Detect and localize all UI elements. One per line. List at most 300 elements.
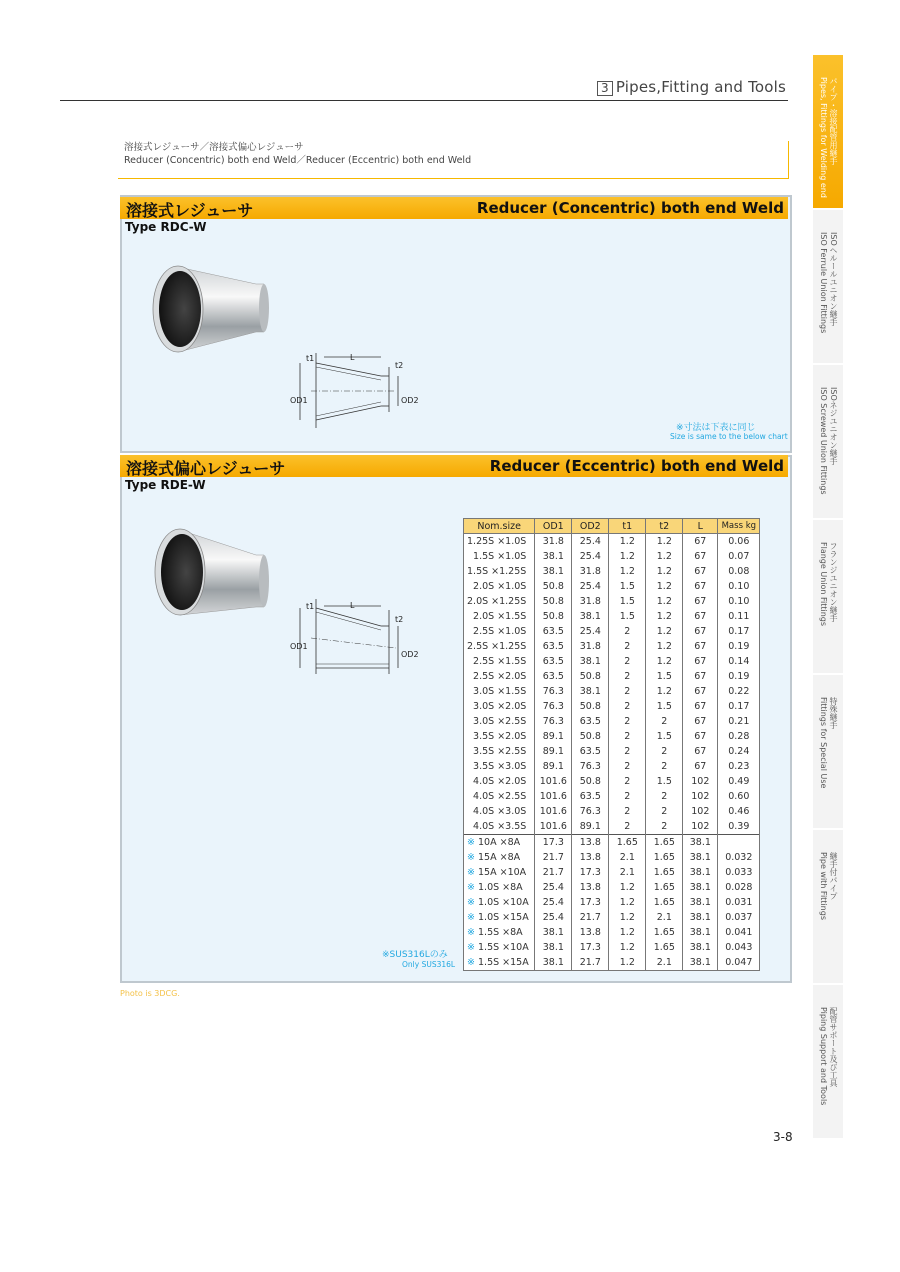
- section-header: [597, 78, 786, 96]
- table-cell: 0.14: [718, 654, 760, 669]
- table-cell: 1.2: [609, 955, 646, 971]
- sus-only-mark: ※: [467, 867, 475, 878]
- table-cell: 38.1: [535, 564, 572, 579]
- table-cell: 1.5: [646, 729, 683, 744]
- table-cell: 67: [683, 639, 718, 654]
- table-cell: 76.3: [535, 714, 572, 729]
- table-cell: 31.8: [535, 534, 572, 550]
- table-cell: 17.3: [572, 865, 609, 880]
- table-cell: 101.6: [535, 804, 572, 819]
- concentric-title-bar: [120, 197, 788, 219]
- table-cell: 3.5S ×3.0S: [464, 759, 535, 774]
- table-cell: 38.1: [683, 880, 718, 895]
- table-row-sus: [464, 835, 760, 851]
- concentric-label-OD2: OD2: [401, 396, 419, 405]
- tab-pipes-welding[interactable]: [813, 55, 843, 210]
- tab-label: 特殊継手 Fittings for Special Use: [819, 697, 838, 789]
- table-cell: 13.8: [572, 880, 609, 895]
- concentric-dimension-diagram: [286, 350, 426, 432]
- table-cell: 1.5: [609, 579, 646, 594]
- table-cell: 13.8: [572, 850, 609, 865]
- table-cell: 50.8: [572, 774, 609, 789]
- table-row: [464, 654, 760, 669]
- table-cell: 1.2: [609, 564, 646, 579]
- table-row: [464, 789, 760, 804]
- table-cell: 63.5: [572, 789, 609, 804]
- table-cell: 38.1: [683, 865, 718, 880]
- table-row: [464, 549, 760, 564]
- table-row: [464, 729, 760, 744]
- table-cell: 2.0S ×1.5S: [464, 609, 535, 624]
- table-cell: 0.031: [718, 895, 760, 910]
- table-cell: 0.041: [718, 925, 760, 940]
- table-cell: 4.0S ×2.5S: [464, 789, 535, 804]
- size-note-jp: ※寸法は下表に同じ: [676, 423, 756, 433]
- table-cell: 1.2: [646, 639, 683, 654]
- table-cell: 3.5S ×2.0S: [464, 729, 535, 744]
- table-cell: 13.8: [572, 835, 609, 851]
- table-cell: 38.1: [683, 940, 718, 955]
- table-row-sus: [464, 910, 760, 925]
- nom-size: 1.0S ×15A: [478, 912, 529, 923]
- section-title: Pipes,Fitting and Tools: [615, 78, 787, 96]
- table-row: [464, 819, 760, 835]
- table-row-sus: [464, 895, 760, 910]
- table-row: [464, 669, 760, 684]
- table-cell: 38.1: [683, 895, 718, 910]
- table-cell: 13.8: [572, 925, 609, 940]
- table-cell: 2.0S ×1.25S: [464, 594, 535, 609]
- table-cell: 2: [609, 699, 646, 714]
- table-cell: 0.17: [718, 624, 760, 639]
- tab-iso-ferrule[interactable]: [813, 210, 843, 365]
- table-row-sus: [464, 880, 760, 895]
- table-cell: 1.65: [646, 940, 683, 955]
- section-number: 3: [597, 81, 613, 96]
- table-cell: 3.0S ×2.0S: [464, 699, 535, 714]
- table-cell: 67: [683, 759, 718, 774]
- table-row: [464, 534, 760, 550]
- table-cell: 101.6: [535, 789, 572, 804]
- table-cell: 1.2: [609, 880, 646, 895]
- table-cell: 67: [683, 669, 718, 684]
- eccentric-dimension-diagram: [286, 596, 426, 678]
- nom-size: 1.0S ×8A: [478, 882, 523, 893]
- table-cell: 76.3: [572, 759, 609, 774]
- table-cell: 25.4: [572, 624, 609, 639]
- table-cell: 0.60: [718, 789, 760, 804]
- table-cell: 2: [646, 714, 683, 729]
- table-cell: 0.22: [718, 684, 760, 699]
- table-cell: 31.8: [572, 564, 609, 579]
- col-header: Nom.size: [464, 519, 535, 534]
- table-cell: 2.5S ×1.5S: [464, 654, 535, 669]
- table-cell: 0.033: [718, 865, 760, 880]
- table-cell: 63.5: [535, 669, 572, 684]
- table-cell: 0.24: [718, 744, 760, 759]
- table-header-row: [464, 519, 760, 534]
- nom-size: 15A ×8A: [478, 852, 521, 863]
- table-cell: 0.08: [718, 564, 760, 579]
- table-row: [464, 594, 760, 609]
- table-cell: 2: [646, 744, 683, 759]
- table-cell: 2.0S ×1.0S: [464, 579, 535, 594]
- nom-size: 15A ×10A: [478, 867, 527, 878]
- eccentric-label-L: L: [350, 601, 355, 610]
- table-cell: 63.5: [572, 714, 609, 729]
- table-cell: 89.1: [535, 759, 572, 774]
- table-cell: 0.10: [718, 579, 760, 594]
- table-row-sus: [464, 850, 760, 865]
- table-cell: 89.1: [535, 744, 572, 759]
- table-cell: 38.1: [683, 955, 718, 971]
- table-row: [464, 759, 760, 774]
- table-cell: 17.3: [572, 940, 609, 955]
- concentric-reducer-image: [148, 262, 273, 362]
- concentric-title-jp: 溶接式レジューサ: [126, 201, 254, 220]
- table-cell: 102: [683, 804, 718, 819]
- table-cell: 38.1: [535, 940, 572, 955]
- sus-note-en: Only SUS316L: [402, 960, 456, 969]
- table-cell: [464, 880, 535, 895]
- table-cell: 102: [683, 789, 718, 804]
- col-header: OD1: [535, 519, 572, 534]
- table-row-sus: [464, 865, 760, 880]
- tab-label: 配管サポート及び工具 Piping Support and Tools: [819, 1007, 838, 1106]
- sus-only-mark: ※: [467, 882, 475, 893]
- table-cell: 67: [683, 729, 718, 744]
- table-row: [464, 609, 760, 624]
- table-row-sus: [464, 940, 760, 955]
- table-cell: 21.7: [535, 850, 572, 865]
- table-cell: 31.8: [572, 639, 609, 654]
- table-cell: [464, 835, 535, 851]
- col-header: Mass kg: [718, 519, 760, 534]
- table-row: [464, 684, 760, 699]
- table-cell: 0.047: [718, 955, 760, 971]
- table-cell: 1.2: [646, 579, 683, 594]
- concentric-title-en: Reducer (Concentric) both end Weld: [476, 199, 784, 217]
- table-cell: 21.7: [535, 865, 572, 880]
- eccentric-label-OD1: OD1: [290, 642, 308, 651]
- table-cell: 3.0S ×1.5S: [464, 684, 535, 699]
- table-cell: [464, 940, 535, 955]
- table-cell: 50.8: [572, 669, 609, 684]
- table-row-sus: [464, 925, 760, 940]
- sus-note-jp: ※SUS316Lのみ: [382, 950, 448, 960]
- table-cell: 1.5S ×1.25S: [464, 564, 535, 579]
- table-cell: 50.8: [572, 729, 609, 744]
- table-cell: [718, 835, 760, 851]
- table-cell: 2: [609, 639, 646, 654]
- eccentric-title-bar: [120, 455, 788, 477]
- table-cell: 50.8: [535, 594, 572, 609]
- table-cell: 21.7: [572, 955, 609, 971]
- table-cell: 63.5: [572, 744, 609, 759]
- table-cell: 1.5: [646, 669, 683, 684]
- table-cell: 21.7: [572, 910, 609, 925]
- table-cell: 25.4: [572, 579, 609, 594]
- page-number: 3-8: [773, 1130, 793, 1144]
- table-cell: 89.1: [535, 729, 572, 744]
- table-cell: 4.0S ×3.5S: [464, 819, 535, 835]
- table-cell: 63.5: [535, 624, 572, 639]
- header-divider: [60, 100, 788, 101]
- table-cell: 76.3: [535, 684, 572, 699]
- table-cell: 2.5S ×1.25S: [464, 639, 535, 654]
- table-row: [464, 579, 760, 594]
- table-cell: 1.65: [646, 835, 683, 851]
- table-cell: 1.65: [646, 895, 683, 910]
- table-cell: 2: [609, 819, 646, 835]
- table-row-sus: [464, 955, 760, 971]
- tab-label: フランジユニオン継手 Flange Union Fittings: [819, 542, 838, 627]
- table-cell: 0.10: [718, 594, 760, 609]
- tab-pipe-with-fittings[interactable]: [813, 830, 843, 985]
- eccentric-label-t2: t2: [395, 615, 404, 624]
- table-cell: 1.5S ×1.0S: [464, 549, 535, 564]
- sus-only-mark: ※: [467, 852, 475, 863]
- table-cell: 38.1: [535, 925, 572, 940]
- table-cell: 2.5S ×1.0S: [464, 624, 535, 639]
- nom-size: 1.5S ×8A: [478, 927, 523, 938]
- table-cell: 67: [683, 699, 718, 714]
- spec-table: [463, 518, 760, 971]
- nom-size: 1.5S ×15A: [478, 957, 529, 968]
- table-cell: 4.0S ×2.0S: [464, 774, 535, 789]
- table-cell: 1.2: [609, 534, 646, 550]
- spec-table-body: [464, 534, 760, 971]
- table-row: [464, 744, 760, 759]
- concentric-label-L: L: [350, 353, 355, 362]
- table-cell: 2: [609, 729, 646, 744]
- table-cell: 67: [683, 654, 718, 669]
- table-cell: 63.5: [535, 639, 572, 654]
- table-cell: 25.4: [535, 895, 572, 910]
- table-row: [464, 624, 760, 639]
- table-cell: [464, 850, 535, 865]
- table-cell: 2: [646, 819, 683, 835]
- table-cell: 1.2: [646, 549, 683, 564]
- table-cell: 63.5: [535, 654, 572, 669]
- table-cell: 1.2: [609, 925, 646, 940]
- table-cell: 2: [646, 804, 683, 819]
- table-cell: 89.1: [572, 819, 609, 835]
- photo-note: Photo is 3DCG.: [120, 989, 180, 998]
- table-row: [464, 564, 760, 579]
- table-cell: 2: [609, 669, 646, 684]
- table-cell: 1.25S ×1.0S: [464, 534, 535, 550]
- table-cell: 2: [609, 624, 646, 639]
- sus-only-mark: ※: [467, 912, 475, 923]
- eccentric-reducer-image: [150, 525, 275, 625]
- table-cell: 0.19: [718, 639, 760, 654]
- table-cell: 1.2: [609, 940, 646, 955]
- table-cell: 2: [646, 789, 683, 804]
- table-cell: 1.5: [646, 774, 683, 789]
- tab-label: ISOヘルールユニオン継手 ISO Ferrule Union Fittings: [819, 232, 838, 334]
- sus-only-mark: ※: [467, 927, 475, 938]
- table-cell: 38.1: [683, 925, 718, 940]
- concentric-label-t1: t1: [306, 354, 315, 363]
- table-cell: 38.1: [683, 835, 718, 851]
- table-cell: 0.028: [718, 880, 760, 895]
- nom-size: 10A ×8A: [478, 837, 521, 848]
- table-cell: 17.3: [535, 835, 572, 851]
- concentric-type: Type RDC-W: [125, 220, 207, 234]
- table-cell: 2.1: [609, 865, 646, 880]
- sus-only-mark: ※: [467, 957, 475, 968]
- table-cell: 17.3: [572, 895, 609, 910]
- table-cell: 1.5: [609, 609, 646, 624]
- table-cell: 2: [609, 804, 646, 819]
- table-cell: 1.2: [646, 594, 683, 609]
- tab-label: パイプ・溶接配管用継手 Pipes, Fittings for Welding end: [819, 77, 838, 198]
- table-cell: 102: [683, 774, 718, 789]
- table-cell: 1.2: [609, 549, 646, 564]
- table-cell: 2: [609, 744, 646, 759]
- table-cell: 38.1: [535, 955, 572, 971]
- tab-piping-support[interactable]: [813, 985, 843, 1140]
- eccentric-label-OD2: OD2: [401, 650, 419, 659]
- eccentric-type: Type RDE-W: [125, 478, 206, 492]
- table-cell: [464, 895, 535, 910]
- table-row: [464, 804, 760, 819]
- table-cell: [464, 955, 535, 971]
- table-cell: 38.1: [683, 850, 718, 865]
- table-cell: 25.4: [572, 534, 609, 550]
- table-cell: 102: [683, 819, 718, 835]
- table-cell: 0.11: [718, 609, 760, 624]
- table-row: [464, 699, 760, 714]
- table-cell: 1.2: [646, 624, 683, 639]
- table-cell: 1.65: [646, 880, 683, 895]
- table-cell: 1.2: [646, 609, 683, 624]
- size-note-en: Size is same to the below chart: [670, 432, 788, 441]
- table-cell: 3.5S ×2.5S: [464, 744, 535, 759]
- table-cell: 67: [683, 609, 718, 624]
- concentric-label-t2: t2: [395, 361, 404, 370]
- tab-label: ISOネジユニオン継手 ISO Screwed Union Fittings: [819, 387, 838, 495]
- table-cell: 1.2: [646, 564, 683, 579]
- table-cell: 0.49: [718, 774, 760, 789]
- table-cell: 1.2: [646, 684, 683, 699]
- col-header: OD2: [572, 519, 609, 534]
- table-cell: 67: [683, 624, 718, 639]
- table-cell: 67: [683, 594, 718, 609]
- table-cell: 2: [609, 789, 646, 804]
- table-cell: 67: [683, 534, 718, 550]
- table-cell: 76.3: [572, 804, 609, 819]
- table-cell: 0.28: [718, 729, 760, 744]
- table-cell: 0.032: [718, 850, 760, 865]
- table-cell: 0.21: [718, 714, 760, 729]
- table-cell: 25.4: [572, 549, 609, 564]
- sus-only-mark: ※: [467, 837, 475, 848]
- table-cell: 2: [609, 759, 646, 774]
- nom-size: 1.0S ×10A: [478, 897, 529, 908]
- table-cell: 1.65: [609, 835, 646, 851]
- table-cell: 31.8: [572, 594, 609, 609]
- table-cell: 2.5S ×2.0S: [464, 669, 535, 684]
- sus-only-mark: ※: [467, 897, 475, 908]
- col-header: L: [683, 519, 718, 534]
- table-cell: 38.1: [572, 654, 609, 669]
- col-header: t2: [646, 519, 683, 534]
- table-cell: 0.17: [718, 699, 760, 714]
- table-cell: 38.1: [572, 684, 609, 699]
- concentric-label-OD1: OD1: [290, 396, 308, 405]
- table-cell: 2.1: [646, 955, 683, 971]
- sus-only-mark: ※: [467, 942, 475, 953]
- table-cell: 67: [683, 579, 718, 594]
- table-cell: 67: [683, 744, 718, 759]
- table-cell: 1.65: [646, 865, 683, 880]
- table-cell: 67: [683, 684, 718, 699]
- table-cell: 0.46: [718, 804, 760, 819]
- table-cell: 1.65: [646, 850, 683, 865]
- table-cell: 25.4: [535, 910, 572, 925]
- table-cell: 0.19: [718, 669, 760, 684]
- table-cell: [464, 925, 535, 940]
- table-cell: 2: [609, 774, 646, 789]
- table-cell: 67: [683, 564, 718, 579]
- tab-special-fittings[interactable]: [813, 675, 843, 830]
- table-cell: 38.1: [535, 549, 572, 564]
- table-cell: 1.2: [609, 910, 646, 925]
- table-cell: 50.8: [572, 699, 609, 714]
- table-row: [464, 714, 760, 729]
- table-cell: [464, 910, 535, 925]
- table-cell: 25.4: [535, 880, 572, 895]
- table-cell: 38.1: [572, 609, 609, 624]
- table-cell: 0.037: [718, 910, 760, 925]
- table-cell: 0.39: [718, 819, 760, 835]
- eccentric-label-t1: t1: [306, 602, 315, 611]
- table-cell: 0.07: [718, 549, 760, 564]
- intro-box: [118, 141, 789, 179]
- tab-flange-union[interactable]: [813, 520, 843, 675]
- table-cell: 1.5: [609, 594, 646, 609]
- table-cell: 1.5: [646, 699, 683, 714]
- tab-label: 継手付パイプ Pipe with Fittings: [819, 852, 838, 920]
- table-cell: 2: [609, 714, 646, 729]
- nom-size: 1.5S ×10A: [478, 942, 529, 953]
- table-cell: 2.1: [646, 910, 683, 925]
- table-cell: 1.2: [646, 654, 683, 669]
- table-cell: 101.6: [535, 774, 572, 789]
- table-cell: 2: [609, 684, 646, 699]
- table-cell: 67: [683, 549, 718, 564]
- table-cell: 0.043: [718, 940, 760, 955]
- table-cell: 3.0S ×2.5S: [464, 714, 535, 729]
- table-row: [464, 774, 760, 789]
- tab-iso-screwed[interactable]: [813, 365, 843, 520]
- col-header: t1: [609, 519, 646, 534]
- eccentric-title-jp: 溶接式偏心レジューサ: [126, 459, 286, 478]
- table-cell: 50.8: [535, 579, 572, 594]
- table-cell: 101.6: [535, 819, 572, 835]
- table-cell: 1.2: [646, 534, 683, 550]
- table-cell: 2: [609, 654, 646, 669]
- table-cell: 76.3: [535, 699, 572, 714]
- table-cell: 2.1: [609, 850, 646, 865]
- table-cell: 1.65: [646, 925, 683, 940]
- eccentric-title-en: Reducer (Eccentric) both end Weld: [489, 457, 784, 475]
- table-cell: 1.2: [609, 895, 646, 910]
- table-cell: [464, 865, 535, 880]
- table-cell: 0.06: [718, 534, 760, 550]
